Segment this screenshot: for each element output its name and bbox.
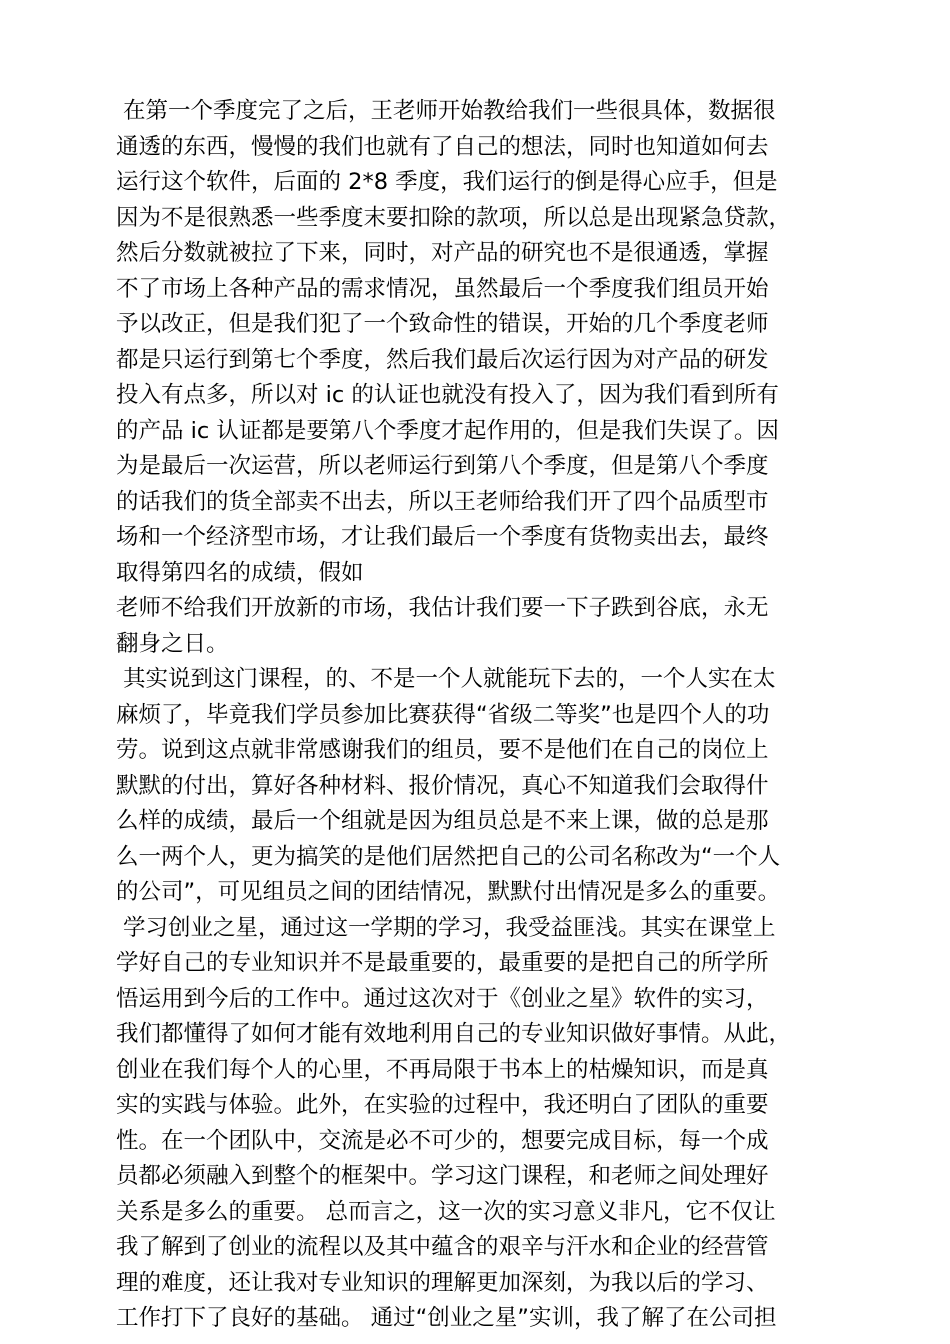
text-line: 因为不是很熟悉一些季度末要扣除的款项，所以总是出现紧急贷款，: [116, 204, 792, 231]
text-line: 老师不给我们开放新的市场，我估计我们要一下子跌到谷底，永无: [116, 595, 769, 621]
text-line: 通透的东西，慢慢的我们也就有了自己的想法，同时也知道如何去: [116, 133, 769, 160]
body-text: [116, 94, 836, 1337]
text-line: 的产品 ic 认证都是要第八个季度才起作用的，但是我们失误了。因: [116, 417, 779, 444]
text-line: 在第一个季度完了之后，王老师开始教给我们一些很具体，数据很: [123, 98, 776, 124]
text-line: 性。在一个团队中，交流是必不可少的，想要完成目标，每一个成: [116, 1127, 769, 1154]
text-line: 翻身之日。: [116, 630, 229, 657]
text-line: 我们都懂得了如何才能有效地利用自己的专业知识做好事情。从此，: [116, 1021, 792, 1047]
text-line: 取得第四名的成绩，假如: [116, 559, 364, 586]
text-line: 关系是多么的重要。 总而言之，这一次的实习意义非凡，它不仅让: [116, 1198, 776, 1225]
text-line: 悟运用到今后的工作中。通过这次对于《创业之星》软件的实习，: [116, 985, 769, 1012]
text-line: 理的难度，还让我对专业知识的理解更加深刻，为我以后的学习、: [116, 1269, 769, 1296]
text-line: 学习创业之星，通过这一学期的学习，我受益匪浅。其实在课堂上: [123, 914, 776, 941]
text-line: 予以改正，但是我们犯了一个致命性的错误，开始的几个季度老师: [116, 311, 769, 337]
text-line: 创业在我们每个人的心里，不再局限于书本上的枯燥知识，而是真: [116, 1056, 769, 1083]
text-line: 然后分数就被拉了下来，同时，对产品的研究也不是很通透，掌握: [116, 240, 769, 266]
text-line: 投入有点多，所以对 ic 的认证也就没有投入了，因为我们看到所有: [116, 382, 779, 408]
text-line: 劳。说到这点就非常感谢我们的组员，要不是他们在自己的岗位上: [116, 737, 769, 763]
text-line: 麻烦了，毕竟我们学员参加比赛获得“省级二等奖”也是四个人的功: [116, 701, 770, 728]
text-line: 实的实践与体验。此外，在实验的过程中，我还明白了团队的重要: [116, 1092, 769, 1118]
text-line: 其实说到这门课程，的、不是一个人就能玩下去的，一个人实在太: [123, 666, 776, 692]
text-line: 不了市场上各种产品的需求情况，虽然最后一个季度我们组员开始: [116, 275, 769, 302]
text-line: 学好自己的专业知识并不是最重要的，最重要的是把自己的所学所: [116, 950, 769, 976]
text-line: 运行这个软件，后面的 2*8 季度，我们运行的倒是得心应手，但是: [116, 169, 778, 195]
text-line: 的话我们的货全部卖不出去，所以王老师给我们开了四个品质型市: [116, 488, 769, 515]
text-line: 么样的成绩，最后一个组就是因为组员总是不来上课，做的总是那: [116, 808, 769, 834]
text-line: 都是只运行到第七个季度，然后我们最后次运行因为对产品的研发: [116, 346, 769, 373]
text-line: 的公司”，可见组员之间的团结情况，默默付出情况是多么的重要。: [116, 879, 781, 905]
text-line: 工作打下了良好的基础。 通过“创业之星”实训，我了解了在公司担: [116, 1305, 777, 1331]
text-line: 员都必须融入到整个的框架中。学习这门课程，和老师之间处理好: [116, 1163, 769, 1189]
text-line: 么一两个人，更为搞笑的是他们居然把自己的公司名称改为“一个人: [116, 843, 781, 870]
text-line: 场和一个经济型市场，才让我们最后一个季度有货物卖出去，最终: [116, 524, 769, 550]
text-line: 默默的付出，算好各种材料、报价情况，真心不知道我们会取得什: [116, 772, 769, 799]
text-line: 为是最后一次运营，所以老师运行到第八个季度，但是第八个季度: [116, 453, 769, 479]
text-line: 我了解到了创业的流程以及其中蕴含的艰辛与汗水和企业的经营管: [116, 1234, 769, 1260]
